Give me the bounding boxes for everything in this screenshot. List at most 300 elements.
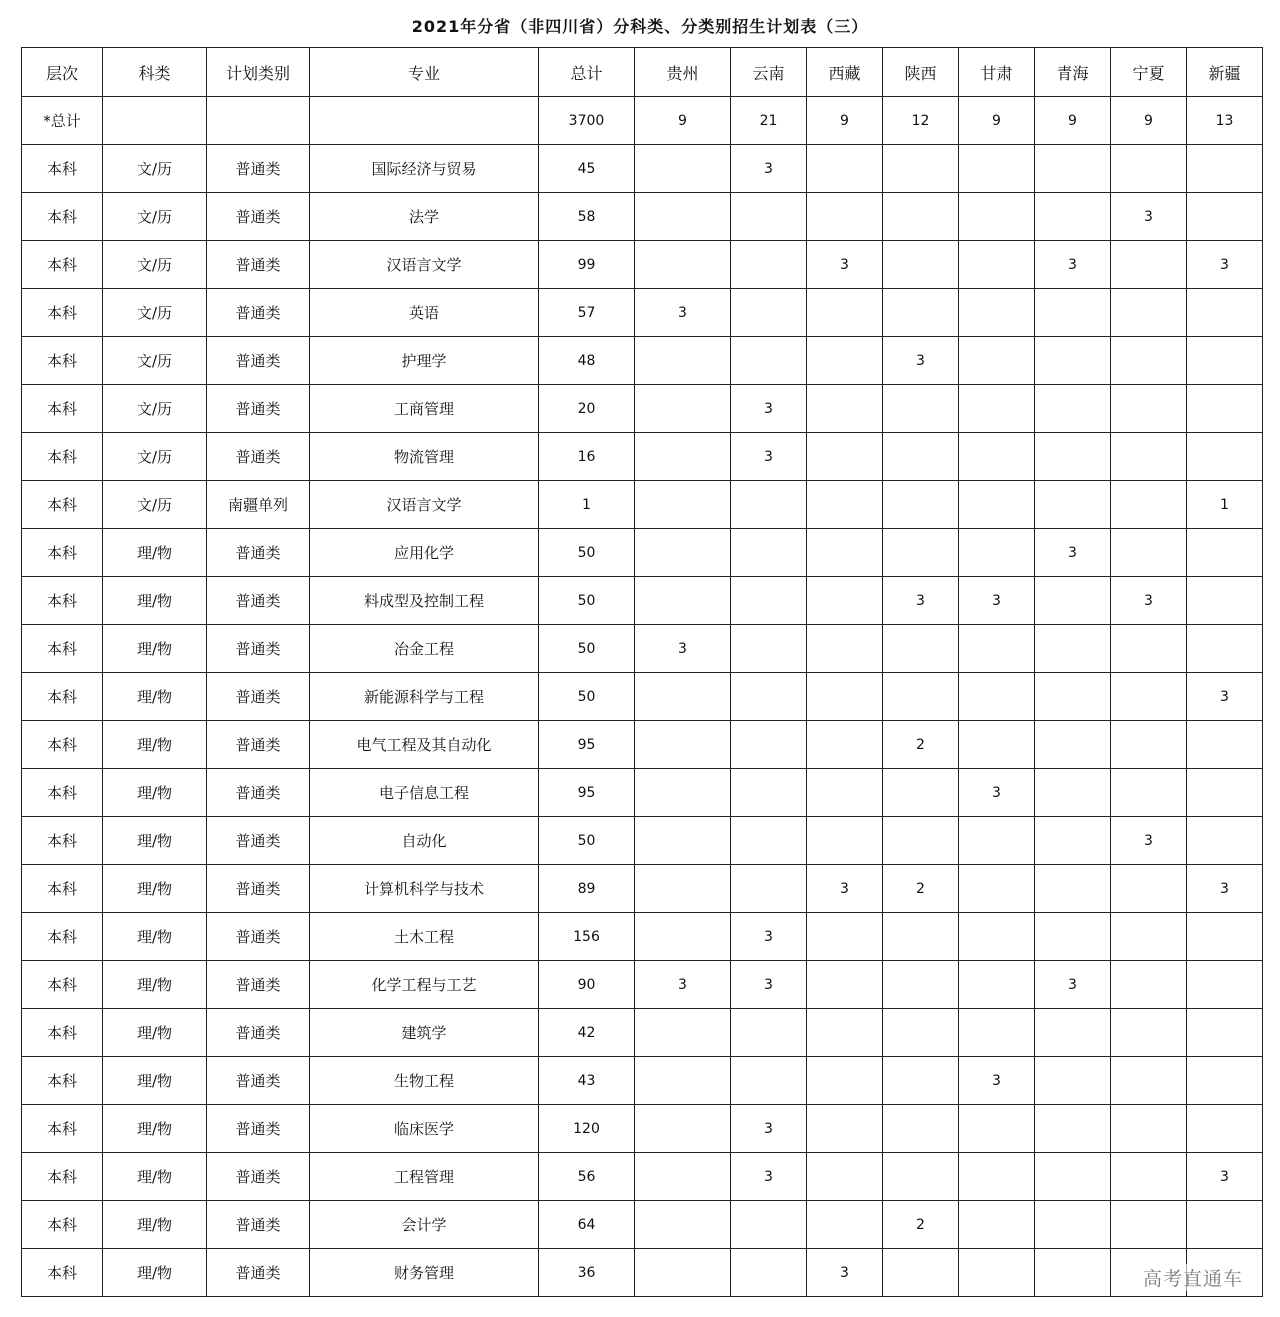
table-row xyxy=(22,433,1263,481)
table-cell xyxy=(731,625,807,673)
table-cell xyxy=(1035,433,1111,481)
table-cell xyxy=(731,1201,807,1249)
table-cell xyxy=(1035,145,1111,193)
table-cell xyxy=(1111,241,1187,289)
table-cell xyxy=(1187,337,1263,385)
table-cell xyxy=(1187,817,1263,865)
table-cell: 本科 xyxy=(22,289,103,337)
table-cell: 9 xyxy=(1111,97,1187,145)
table-cell: 文/历 xyxy=(103,337,207,385)
table-cell xyxy=(1111,913,1187,961)
table-cell: 普通类 xyxy=(207,241,310,289)
column-header: 新疆 xyxy=(1187,48,1263,97)
table-cell xyxy=(731,529,807,577)
table-cell xyxy=(1111,289,1187,337)
table-cell: 13 xyxy=(1187,97,1263,145)
table-cell xyxy=(1111,1057,1187,1105)
table-cell: 50 xyxy=(539,625,635,673)
table-cell: 文/历 xyxy=(103,481,207,529)
table-cell xyxy=(1035,673,1111,721)
table-row xyxy=(22,1009,1263,1057)
table-cell xyxy=(1111,433,1187,481)
table-cell: 普通类 xyxy=(207,1249,310,1297)
table-cell xyxy=(883,769,959,817)
table-row xyxy=(22,193,1263,241)
table-cell: 理/物 xyxy=(103,1105,207,1153)
table-cell: 120 xyxy=(539,1105,635,1153)
table-cell xyxy=(1187,1009,1263,1057)
table-cell xyxy=(959,817,1035,865)
table-cell: 12 xyxy=(883,97,959,145)
table-cell xyxy=(635,817,731,865)
table-row xyxy=(22,817,1263,865)
column-header: 甘肃 xyxy=(959,48,1035,97)
table-cell: 本科 xyxy=(22,1105,103,1153)
table-cell: 16 xyxy=(539,433,635,481)
table-cell: 58 xyxy=(539,193,635,241)
table-cell: 本科 xyxy=(22,241,103,289)
table-row xyxy=(22,289,1263,337)
table-cell: 普通类 xyxy=(207,1105,310,1153)
table-cell xyxy=(1111,385,1187,433)
table-cell: 普通类 xyxy=(207,913,310,961)
table-cell: 本科 xyxy=(22,769,103,817)
table-cell: 文/历 xyxy=(103,241,207,289)
table-cell: 本科 xyxy=(22,481,103,529)
table-cell xyxy=(1035,769,1111,817)
table-cell xyxy=(807,1201,883,1249)
table-cell xyxy=(883,193,959,241)
table-cell xyxy=(807,193,883,241)
table-row xyxy=(22,1105,1263,1153)
table-cell: 2 xyxy=(883,721,959,769)
table-cell: 本科 xyxy=(22,1249,103,1297)
table-cell: 应用化学 xyxy=(310,529,539,577)
table-header-row xyxy=(22,48,1263,97)
table-cell xyxy=(731,1009,807,1057)
table-cell xyxy=(1035,721,1111,769)
table-cell xyxy=(807,673,883,721)
table-cell: 本科 xyxy=(22,721,103,769)
column-header: 计划类别 xyxy=(207,48,310,97)
table-cell: 国际经济与贸易 xyxy=(310,145,539,193)
table-cell: 3 xyxy=(1187,865,1263,913)
table-cell xyxy=(1187,961,1263,1009)
table-cell: 汉语言文学 xyxy=(310,481,539,529)
table-cell: 工程管理 xyxy=(310,1153,539,1201)
table-cell xyxy=(1111,1105,1187,1153)
table-cell: 建筑学 xyxy=(310,1009,539,1057)
table-cell: 3 xyxy=(883,337,959,385)
table-cell: 本科 xyxy=(22,337,103,385)
table-cell xyxy=(883,625,959,673)
table-cell xyxy=(959,385,1035,433)
total-row xyxy=(22,97,1263,145)
table-cell: 理/物 xyxy=(103,769,207,817)
column-header: 科类 xyxy=(103,48,207,97)
table-cell: 普通类 xyxy=(207,1201,310,1249)
table-cell xyxy=(959,529,1035,577)
table-cell: 理/物 xyxy=(103,625,207,673)
table-cell: 3 xyxy=(731,1105,807,1153)
table-cell xyxy=(207,97,310,145)
table-cell: 自动化 xyxy=(310,817,539,865)
table-cell: 理/物 xyxy=(103,1153,207,1201)
table-cell xyxy=(731,721,807,769)
table-cell: 95 xyxy=(539,721,635,769)
table-cell: 本科 xyxy=(22,961,103,1009)
table-cell xyxy=(1111,145,1187,193)
table-cell: 9 xyxy=(959,97,1035,145)
table-cell: 普通类 xyxy=(207,625,310,673)
table-cell xyxy=(1187,433,1263,481)
table-cell: 理/物 xyxy=(103,865,207,913)
table-cell: 英语 xyxy=(310,289,539,337)
table-cell xyxy=(959,481,1035,529)
table-cell: 土木工程 xyxy=(310,913,539,961)
table-cell: 理/物 xyxy=(103,1201,207,1249)
table-cell xyxy=(883,385,959,433)
table-cell xyxy=(635,577,731,625)
table-cell xyxy=(883,817,959,865)
table-cell xyxy=(959,625,1035,673)
table-cell xyxy=(959,1249,1035,1297)
table-cell: 工商管理 xyxy=(310,385,539,433)
table-cell: 3 xyxy=(731,961,807,1009)
table-cell xyxy=(883,529,959,577)
table-row xyxy=(22,913,1263,961)
table-cell xyxy=(959,913,1035,961)
table-cell: 3 xyxy=(959,1057,1035,1105)
column-header: 云南 xyxy=(731,48,807,97)
table-cell xyxy=(310,97,539,145)
table-cell xyxy=(1035,1057,1111,1105)
table-cell xyxy=(807,625,883,673)
table-cell xyxy=(959,721,1035,769)
column-header: 青海 xyxy=(1035,48,1111,97)
table-cell xyxy=(1035,865,1111,913)
table-cell: 理/物 xyxy=(103,721,207,769)
table-cell xyxy=(635,193,731,241)
table-cell: 3 xyxy=(807,1249,883,1297)
table-cell xyxy=(1111,1153,1187,1201)
table-cell: 本科 xyxy=(22,625,103,673)
table-cell: 50 xyxy=(539,673,635,721)
watermark: 高考直通车 xyxy=(1143,1264,1243,1291)
table-cell xyxy=(635,433,731,481)
table-cell: 普通类 xyxy=(207,529,310,577)
table-cell: 普通类 xyxy=(207,817,310,865)
table-cell: 57 xyxy=(539,289,635,337)
table-cell xyxy=(1187,721,1263,769)
table-cell: 普通类 xyxy=(207,337,310,385)
table-cell: 3 xyxy=(731,1153,807,1201)
table-cell: 3 xyxy=(1111,577,1187,625)
table-cell xyxy=(1111,529,1187,577)
column-header: 陕西 xyxy=(883,48,959,97)
column-header: 贵州 xyxy=(635,48,731,97)
table-cell: 普通类 xyxy=(207,961,310,1009)
table-cell xyxy=(959,289,1035,337)
table-cell: 3 xyxy=(635,961,731,1009)
table-cell: 本科 xyxy=(22,1201,103,1249)
table-cell: 计算机科学与技术 xyxy=(310,865,539,913)
table-cell: 本科 xyxy=(22,385,103,433)
table-cell: 理/物 xyxy=(103,961,207,1009)
page-title: 2021年分省（非四川省）分科类、分类别招生计划表（三） xyxy=(411,17,869,36)
table-cell: 本科 xyxy=(22,577,103,625)
table-cell: 财务管理 xyxy=(310,1249,539,1297)
table-cell xyxy=(1187,1105,1263,1153)
table-cell xyxy=(807,385,883,433)
table-cell xyxy=(1035,625,1111,673)
table-cell xyxy=(807,433,883,481)
table-cell: 理/物 xyxy=(103,817,207,865)
table-cell xyxy=(807,1105,883,1153)
table-cell xyxy=(635,529,731,577)
table-cell: 3 xyxy=(1187,1153,1263,1201)
table-cell xyxy=(807,961,883,1009)
table-cell xyxy=(883,913,959,961)
column-header: 总计 xyxy=(539,48,635,97)
table-cell xyxy=(1035,1201,1111,1249)
table-cell xyxy=(807,913,883,961)
table-row xyxy=(22,241,1263,289)
table-cell: 3700 xyxy=(539,97,635,145)
table-cell xyxy=(807,1057,883,1105)
table-cell xyxy=(883,1105,959,1153)
table-cell: 3 xyxy=(731,433,807,481)
table-cell: 理/物 xyxy=(103,1057,207,1105)
table-cell xyxy=(635,1009,731,1057)
table-cell: 文/历 xyxy=(103,289,207,337)
table-cell xyxy=(1187,193,1263,241)
table-cell xyxy=(731,481,807,529)
table-cell: 156 xyxy=(539,913,635,961)
table-cell xyxy=(635,865,731,913)
table-cell xyxy=(635,1249,731,1297)
table-cell xyxy=(1035,289,1111,337)
table-cell: 理/物 xyxy=(103,577,207,625)
table-cell xyxy=(1187,625,1263,673)
table-cell: 理/物 xyxy=(103,529,207,577)
table-cell xyxy=(731,865,807,913)
table-cell: 电子信息工程 xyxy=(310,769,539,817)
table-cell: 文/历 xyxy=(103,193,207,241)
table-cell xyxy=(959,673,1035,721)
table-cell: 1 xyxy=(539,481,635,529)
table-cell: 89 xyxy=(539,865,635,913)
table-cell: 3 xyxy=(1035,241,1111,289)
table-cell xyxy=(1111,769,1187,817)
table-cell: 普通类 xyxy=(207,1153,310,1201)
table-cell xyxy=(731,1249,807,1297)
table-cell xyxy=(1187,1057,1263,1105)
table-cell: 9 xyxy=(807,97,883,145)
table-cell: 本科 xyxy=(22,817,103,865)
table-cell xyxy=(635,721,731,769)
table-cell xyxy=(1187,385,1263,433)
table-cell: 9 xyxy=(635,97,731,145)
table-row xyxy=(22,481,1263,529)
table-cell xyxy=(1035,337,1111,385)
table-cell xyxy=(635,337,731,385)
table-cell xyxy=(883,433,959,481)
table-cell xyxy=(1111,673,1187,721)
table-cell xyxy=(1035,193,1111,241)
table-cell xyxy=(731,193,807,241)
table-row xyxy=(22,1249,1263,1297)
table-row xyxy=(22,673,1263,721)
table-cell: 法学 xyxy=(310,193,539,241)
table-cell xyxy=(635,1153,731,1201)
table-cell xyxy=(1035,1105,1111,1153)
table-cell xyxy=(635,1057,731,1105)
table-cell: 本科 xyxy=(22,865,103,913)
table-cell xyxy=(883,1057,959,1105)
table-cell xyxy=(103,97,207,145)
table-cell: 1 xyxy=(1187,481,1263,529)
table-cell xyxy=(959,865,1035,913)
table-cell xyxy=(635,385,731,433)
table-cell xyxy=(635,145,731,193)
table-cell: 理/物 xyxy=(103,673,207,721)
table-row xyxy=(22,337,1263,385)
table-row xyxy=(22,865,1263,913)
table-cell: 临床医学 xyxy=(310,1105,539,1153)
table-row xyxy=(22,625,1263,673)
table-row xyxy=(22,385,1263,433)
table-cell: 64 xyxy=(539,1201,635,1249)
table-cell: 3 xyxy=(807,241,883,289)
table-cell xyxy=(959,433,1035,481)
table-cell xyxy=(1111,961,1187,1009)
table-cell: 3 xyxy=(635,289,731,337)
table-cell: 文/历 xyxy=(103,385,207,433)
table-cell: 50 xyxy=(539,529,635,577)
table-cell xyxy=(807,1009,883,1057)
table-cell: 36 xyxy=(539,1249,635,1297)
table-cell: 3 xyxy=(959,769,1035,817)
table-cell xyxy=(1111,1201,1187,1249)
table-cell xyxy=(635,481,731,529)
table-cell: 9 xyxy=(1035,97,1111,145)
table-cell xyxy=(807,1153,883,1201)
table-cell: 理/物 xyxy=(103,913,207,961)
table-row xyxy=(22,577,1263,625)
table-cell xyxy=(635,769,731,817)
table-cell xyxy=(1111,1009,1187,1057)
table-cell: 42 xyxy=(539,1009,635,1057)
table-cell: 56 xyxy=(539,1153,635,1201)
table-cell xyxy=(731,241,807,289)
table-cell: 本科 xyxy=(22,529,103,577)
table-cell xyxy=(883,145,959,193)
table-cell: 普通类 xyxy=(207,673,310,721)
table-cell xyxy=(731,337,807,385)
table-cell: 本科 xyxy=(22,673,103,721)
table-cell: 99 xyxy=(539,241,635,289)
table-cell: 本科 xyxy=(22,1009,103,1057)
table-cell: 冶金工程 xyxy=(310,625,539,673)
table-cell xyxy=(1111,625,1187,673)
table-cell xyxy=(1111,481,1187,529)
table-cell xyxy=(959,193,1035,241)
table-cell: 普通类 xyxy=(207,289,310,337)
table-cell: 50 xyxy=(539,577,635,625)
table-cell xyxy=(1187,913,1263,961)
table-cell: 21 xyxy=(731,97,807,145)
table-cell xyxy=(635,913,731,961)
table-cell xyxy=(1035,1009,1111,1057)
table-cell xyxy=(731,673,807,721)
table-cell: 文/历 xyxy=(103,145,207,193)
table-cell: 本科 xyxy=(22,193,103,241)
table-cell xyxy=(807,289,883,337)
table-cell: 新能源科学与工程 xyxy=(310,673,539,721)
table-cell xyxy=(807,817,883,865)
column-header: 层次 xyxy=(22,48,103,97)
table-cell xyxy=(883,481,959,529)
table-cell xyxy=(1187,289,1263,337)
table-cell: 生物工程 xyxy=(310,1057,539,1105)
table-cell xyxy=(1035,913,1111,961)
table-cell: 本科 xyxy=(22,433,103,481)
table-cell: 3 xyxy=(807,865,883,913)
table-cell xyxy=(635,1201,731,1249)
table-cell: 汉语言文学 xyxy=(310,241,539,289)
table-cell: 普通类 xyxy=(207,385,310,433)
column-header: 西藏 xyxy=(807,48,883,97)
table-row xyxy=(22,721,1263,769)
table-cell xyxy=(635,1105,731,1153)
table-cell xyxy=(1035,1153,1111,1201)
table-cell xyxy=(1035,577,1111,625)
table-cell: 普通类 xyxy=(207,769,310,817)
table-cell xyxy=(1035,1249,1111,1297)
table-cell: 物流管理 xyxy=(310,433,539,481)
table-cell: 3 xyxy=(883,577,959,625)
table-cell xyxy=(959,1153,1035,1201)
table-cell xyxy=(1187,769,1263,817)
table-cell xyxy=(883,961,959,1009)
table-cell: 2 xyxy=(883,1201,959,1249)
table-cell xyxy=(959,1201,1035,1249)
table-cell xyxy=(883,673,959,721)
table-cell: 45 xyxy=(539,145,635,193)
table-cell: 护理学 xyxy=(310,337,539,385)
table-cell: 料成型及控制工程 xyxy=(310,577,539,625)
table-cell: 50 xyxy=(539,817,635,865)
table-cell: 3 xyxy=(1187,241,1263,289)
table-cell xyxy=(731,289,807,337)
table-cell: 普通类 xyxy=(207,1009,310,1057)
table-cell: 3 xyxy=(1187,673,1263,721)
table-cell: 普通类 xyxy=(207,145,310,193)
table-cell xyxy=(1187,577,1263,625)
table-cell: 2 xyxy=(883,865,959,913)
table-cell xyxy=(959,1105,1035,1153)
table-cell xyxy=(807,337,883,385)
table-cell xyxy=(1035,817,1111,865)
table-cell xyxy=(959,961,1035,1009)
table-cell xyxy=(1111,721,1187,769)
table-cell: 普通类 xyxy=(207,721,310,769)
table-cell: 20 xyxy=(539,385,635,433)
table-cell xyxy=(883,1153,959,1201)
table-cell xyxy=(731,769,807,817)
table-cell: 本科 xyxy=(22,1153,103,1201)
